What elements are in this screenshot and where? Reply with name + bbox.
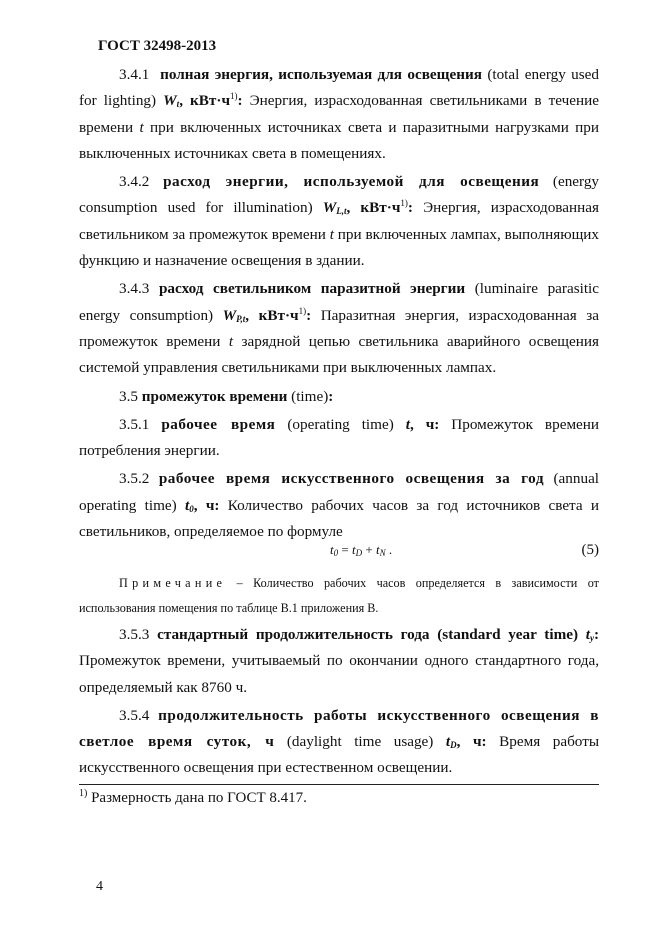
- unit: , ч:: [193, 496, 220, 514]
- term-english: (daylight time usage): [286, 733, 434, 751]
- paragraph-3-4-3: [79, 276, 599, 381]
- clause-number: 3.5.3: [119, 626, 150, 643]
- symbol: W: [163, 92, 177, 110]
- symbol-subscript: P,t: [236, 313, 246, 324]
- term: полная энергия, используемая для освещения: [160, 66, 482, 83]
- term: стандартный продолжительность года: [157, 626, 430, 643]
- definition: Количество рабочих часов за год источников света и светильников, определяемое по формуле: [79, 496, 600, 541]
- footnote-ref: 1): [230, 91, 238, 102]
- formula-plus: +: [362, 542, 376, 557]
- paragraph-3-5: [79, 384, 599, 410]
- colon: :: [306, 306, 312, 324]
- clause-number: 3.5.2: [119, 470, 150, 488]
- symbol-subscript: t: [176, 99, 180, 110]
- unit: , ч:: [409, 415, 440, 433]
- term: расход энергии, используемой для освещения: [163, 173, 540, 191]
- paragraph-3-5-4: [79, 703, 599, 782]
- definition: Энергия, израсходованная светильниками в течение времени: [79, 92, 599, 136]
- formula-lhs-sub: 0: [333, 548, 339, 558]
- page-header: ГОСТ 32498-2013: [98, 38, 217, 54]
- term: промежуток времени: [141, 387, 288, 405]
- term: расход светильником паразитной энергии: [158, 280, 466, 298]
- formula-expression: [330, 542, 392, 558]
- text-block-top: [79, 62, 599, 545]
- term-english: (energy consumption used for illumination): [79, 173, 600, 217]
- formula-term1: t: [351, 542, 356, 557]
- footnote: [79, 790, 307, 807]
- note: [79, 571, 599, 621]
- colon: :: [328, 387, 334, 405]
- term-english: (operating time): [287, 415, 394, 433]
- footnote-ref: 1): [400, 198, 408, 209]
- term-english: (annual operating time): [79, 470, 600, 514]
- formula-term2-sub: N: [379, 548, 386, 558]
- colon: :: [407, 199, 413, 217]
- symbol: W: [222, 306, 237, 324]
- definition: Время работы искусственного освещения при естественном освещении.: [79, 733, 600, 777]
- clause-number: 3.4.3: [119, 280, 150, 298]
- symbol-subscript: D: [450, 740, 457, 751]
- definition: Промежуток времени, учитываемый по окончании одного стандартного года, определяемый как 8760 ч.: [79, 652, 599, 696]
- clause-number: 3.5: [119, 387, 138, 405]
- formula-5: [79, 540, 599, 566]
- term-english: (standard year time): [437, 626, 579, 643]
- note-text: – Количество рабочих часов определяется в зависимости от использования помещения по таблице В.1 приложения В.: [79, 576, 600, 615]
- paragraph-3-4-2: [79, 169, 599, 274]
- footnote-text: Размерность дана по ГОСТ 8.417.: [91, 790, 307, 806]
- note-label: Примечание: [119, 576, 227, 590]
- text-block-bottom: [79, 622, 599, 782]
- term: рабочее время искусственного освещения за год: [158, 470, 545, 488]
- term-english: (luminaire parasitic energy consumption): [79, 280, 600, 324]
- term-english: (total energy used for lighting): [79, 66, 600, 110]
- unit: , кВт·ч: [179, 92, 231, 110]
- unit: , кВт·ч: [245, 306, 299, 324]
- colon: :: [593, 626, 600, 643]
- formula-end: .: [385, 542, 393, 557]
- formula-number: (5): [581, 542, 599, 558]
- definition: Энергия, израсходованная светильником за промежуток времени: [79, 199, 599, 243]
- formula-lhs: t: [330, 542, 334, 557]
- unit: , кВт·ч: [346, 199, 401, 217]
- symbol-subscript: L,t: [336, 206, 347, 217]
- clause-number: 3.5.1: [119, 415, 150, 433]
- footnote-ref: 1): [298, 305, 307, 316]
- symbol: t: [185, 496, 190, 514]
- definition-cont: зарядной цепью светильника аварийного освещения системой управления светильниками при выключенных лампах.: [79, 332, 599, 377]
- term: рабочее время: [161, 415, 276, 433]
- symbol: t: [585, 626, 590, 643]
- unit: , ч:: [456, 733, 487, 751]
- symbol: t: [445, 733, 451, 751]
- paragraph-3-5-1: [79, 412, 599, 465]
- symbol-subscript: 0: [189, 503, 194, 514]
- time-symbol: t: [139, 118, 144, 136]
- symbol: t: [405, 415, 410, 433]
- page-number: 4: [96, 879, 103, 894]
- colon: :: [237, 92, 243, 110]
- time-symbol: t: [228, 332, 234, 350]
- time-symbol: t: [329, 225, 334, 243]
- footnote-marker: 1): [79, 788, 88, 799]
- definition-cont: при включенных лампах, выполняющих функцию и назначение освещения в здании.: [79, 225, 600, 270]
- paragraph-3-5-2: [79, 466, 599, 545]
- term: продолжительность работы искусственного освещения в светлое время суток, ч: [79, 706, 600, 751]
- definition-cont: при включенных источниках света и паразитными нагрузками при выключенных источниках света в помещениях.: [79, 118, 600, 162]
- definition: Паразитная энергия, израсходованная за промежуток времени: [79, 306, 600, 350]
- paragraph-3-4-1: [79, 62, 599, 167]
- formula-term1-sub: D: [355, 548, 363, 558]
- term-english: (time): [291, 387, 329, 405]
- footnote-divider: [79, 784, 599, 785]
- clause-number: 3.4.2: [119, 173, 150, 191]
- symbol-subscript: y: [589, 633, 594, 643]
- paragraph-3-5-3: [79, 622, 599, 701]
- clause-number: 3.4.1: [119, 66, 150, 83]
- formula-term2: t: [375, 542, 380, 557]
- formula-equals: =: [338, 542, 352, 557]
- clause-number: 3.5.4: [119, 706, 150, 724]
- symbol: W: [322, 199, 337, 217]
- definition: Промежуток времени потребления энергии.: [79, 415, 600, 460]
